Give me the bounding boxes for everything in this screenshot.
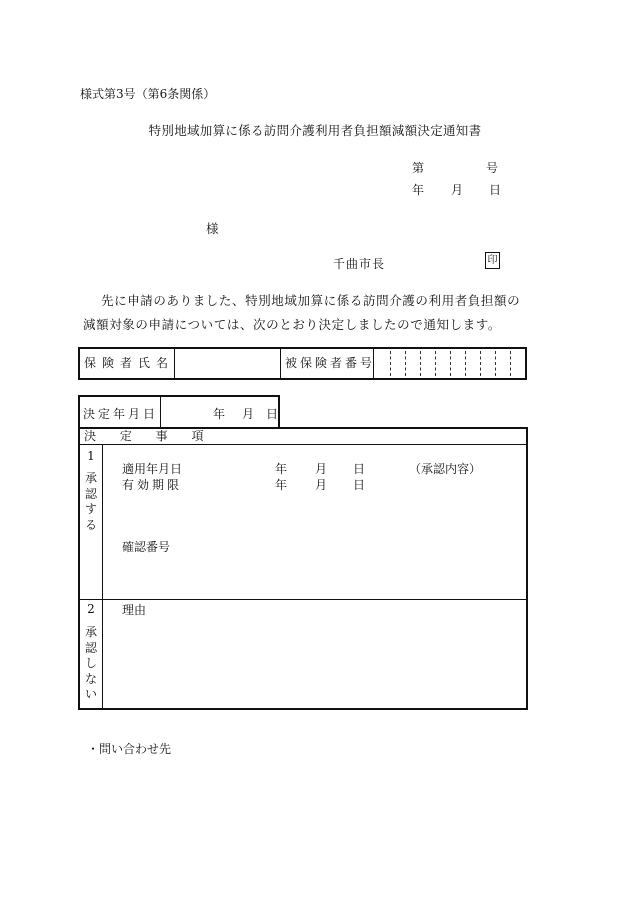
digit-divider bbox=[510, 351, 511, 376]
doc-number-prefix: 第 bbox=[412, 161, 425, 175]
digit-divider bbox=[480, 351, 481, 376]
table-divider bbox=[174, 349, 175, 378]
expiry-day-label: 日 bbox=[353, 478, 366, 492]
decision-date-box bbox=[78, 395, 280, 429]
applied-date-label: 適用年月日 bbox=[122, 462, 183, 476]
confirmation-number-label: 確認番号 bbox=[122, 540, 171, 554]
issue-month-label: 月 bbox=[451, 183, 464, 197]
digit-divider bbox=[405, 351, 406, 376]
table-divider bbox=[280, 349, 281, 378]
doc-number-suffix: 号 bbox=[486, 161, 499, 175]
reason-label: 理由 bbox=[122, 603, 147, 617]
decision-header-row bbox=[80, 429, 526, 445]
digit-divider bbox=[420, 351, 421, 376]
reject-number: 2 bbox=[87, 602, 95, 616]
form-number: 様式第3号（第6条関係） bbox=[80, 87, 216, 101]
issue-day-label: 日 bbox=[489, 183, 502, 197]
decision-year-label: 年 bbox=[213, 407, 226, 421]
addressee-suffix: 様 bbox=[206, 221, 219, 236]
reject-label: 承認しない bbox=[84, 625, 97, 701]
contact-label: ・問い合わせ先 bbox=[87, 742, 172, 756]
applied-year-label: 年 bbox=[275, 462, 288, 476]
digit-divider bbox=[390, 351, 391, 376]
table-divider bbox=[160, 397, 161, 429]
issuer-name: 千曲市長 bbox=[333, 257, 386, 271]
seal-mark: 印 bbox=[485, 252, 500, 269]
decision-month-label: 月 bbox=[242, 407, 255, 421]
decision-table bbox=[78, 427, 528, 710]
decision-date-label: 決定年月日 bbox=[83, 407, 159, 421]
decision-day-label: 日 bbox=[266, 407, 279, 421]
applied-day-label: 日 bbox=[353, 462, 366, 476]
approve-number: 1 bbox=[87, 449, 95, 463]
insured-number-label: 被保険者番号 bbox=[285, 356, 376, 370]
digit-divider bbox=[435, 351, 436, 376]
expiry-label: 有効期限 bbox=[122, 478, 183, 492]
notice-body: 先に申請のありました、特別地域加算に係る訪問介護の利用者負担額の減額対象の申請については、次のとおり決定しましたので通知します。 bbox=[83, 293, 521, 332]
approve-label: 承認する bbox=[84, 471, 97, 532]
approval-content-label: （承認内容） bbox=[409, 462, 482, 476]
expiry-month-label: 月 bbox=[315, 478, 328, 492]
decision-header: 決 定 事 項 bbox=[84, 429, 214, 443]
insured-name-label: 保険者氏名 bbox=[84, 356, 175, 370]
table-divider bbox=[102, 444, 103, 708]
digit-divider bbox=[495, 351, 496, 376]
applied-month-label: 月 bbox=[315, 462, 328, 476]
expiry-year-label: 年 bbox=[275, 478, 288, 492]
section-divider bbox=[80, 599, 526, 600]
table-divider bbox=[373, 349, 374, 378]
digit-divider bbox=[465, 351, 466, 376]
digit-divider bbox=[450, 351, 451, 376]
insured-table bbox=[78, 347, 527, 380]
document-title: 特別地域加算に係る訪問介護利用者負担額減額決定通知書 bbox=[148, 123, 482, 138]
issue-year-label: 年 bbox=[412, 183, 425, 197]
